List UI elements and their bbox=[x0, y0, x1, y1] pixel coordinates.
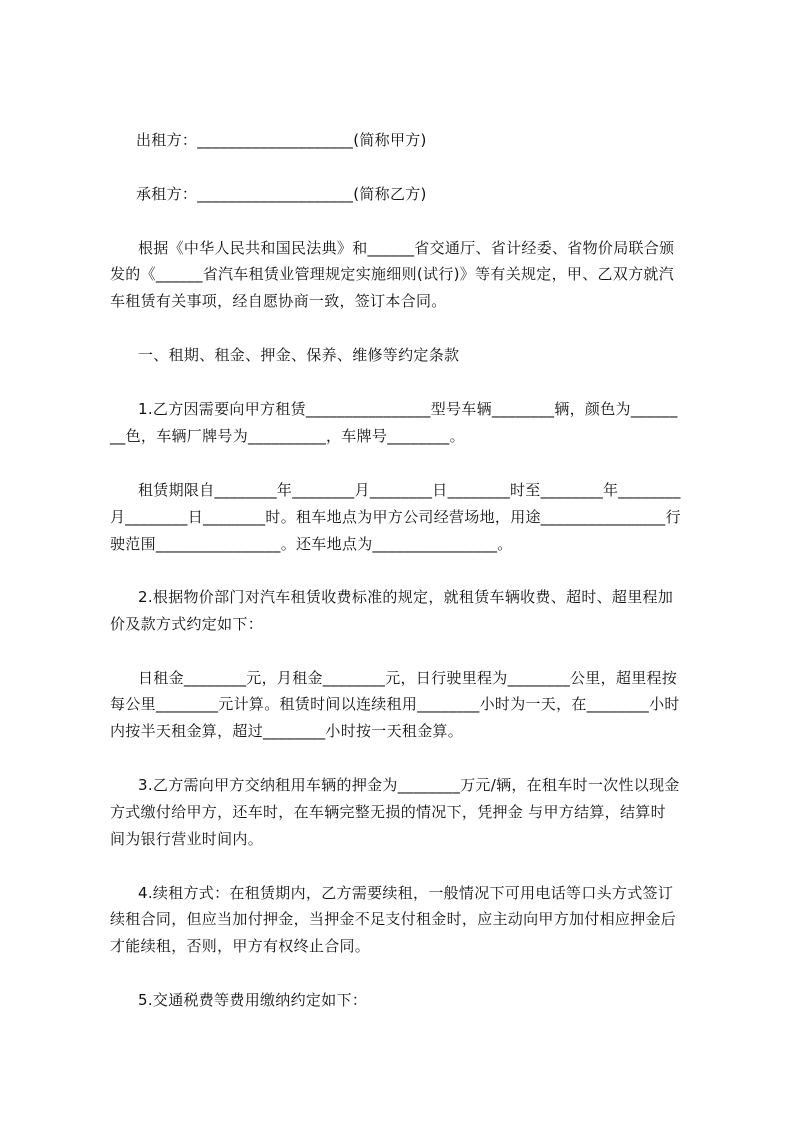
clause-5-line: 5.交通税费等费用缴纳约定如下： bbox=[138, 991, 368, 1009]
lease-period-line-1: 租赁期限自________年________月________日________时至________年________ bbox=[138, 481, 681, 499]
clause-4-line-3: 才能续租，否则，甲方有权终止合同。 bbox=[110, 937, 371, 955]
rent-terms-line-3: 内按半天租金算，超过________小时按一天租金算。 bbox=[110, 722, 464, 740]
lessor-line: 出租方：____________________(简称甲方) bbox=[136, 131, 427, 149]
lease-period-line-2: 月________日________时。租车地点为甲方公司经营场地，用途________________行 bbox=[110, 508, 681, 526]
clause-4-line-2: 续租合同，但应当加付押金，当押金不足支付租金时，应主动向甲方加付相应押金后 bbox=[110, 910, 677, 928]
clause-3-line-2: 方式缴付给甲方，还车时，在车辆完整无损的情况下，凭押金 与甲方结算，结算时 bbox=[110, 803, 666, 821]
clause-4-line-1: 4.续租方式：在租赁期内，乙方需要续租，一般情况下可用电话等口头方式签订 bbox=[138, 884, 674, 902]
preamble-line-3: 车租赁有关事项，经自愿协商一致，签订本合同。 bbox=[110, 292, 447, 310]
clause-3-line-1: 3.乙方需向甲方交纳租用车辆的押金为________万元/辆，在租车时一次性以现金 bbox=[138, 776, 680, 794]
rent-terms-line-2: 每公里________元计算。租赁时间以连续租用________小时为一天，在________小时 bbox=[110, 695, 680, 713]
clause-1-line-1: 1.乙方因需要向甲方租赁________________型号车辆________辆，颜色为______ bbox=[138, 400, 678, 418]
clause-2-line-2: 价及款方式约定如下： bbox=[110, 615, 264, 633]
clause-2-line-1: 2.根据物价部门对汽车租赁收费标准的规定，就租赁车辆收费、超时、超里程加 bbox=[138, 588, 674, 606]
rent-terms-line-1: 日租金________元，月租金________元，日行驶里程为________公里，超里程按 bbox=[138, 669, 678, 687]
preamble-line-1: 根据《中华人民共和国民法典》和______省交通厅、省计经委、省物价局联合颁 bbox=[138, 239, 675, 257]
lease-period-line-3: 驶范围________________。还车地点为________________。 bbox=[110, 535, 513, 553]
section-1-heading: 一、租期、租金、押金、保养、维修等约定条款 bbox=[138, 346, 460, 364]
preamble-line-2: 发的《______省汽车租赁业管理规定实施细则(试行)》等有关规定，甲、乙双方就汽 bbox=[110, 265, 675, 283]
clause-3-line-3: 间为银行营业时间内。 bbox=[110, 830, 264, 848]
clause-1-line-2: __色，车辆厂牌号为__________，车牌号________。 bbox=[110, 427, 465, 445]
lessee-line: 承租方：____________________(简称乙方) bbox=[136, 185, 427, 203]
